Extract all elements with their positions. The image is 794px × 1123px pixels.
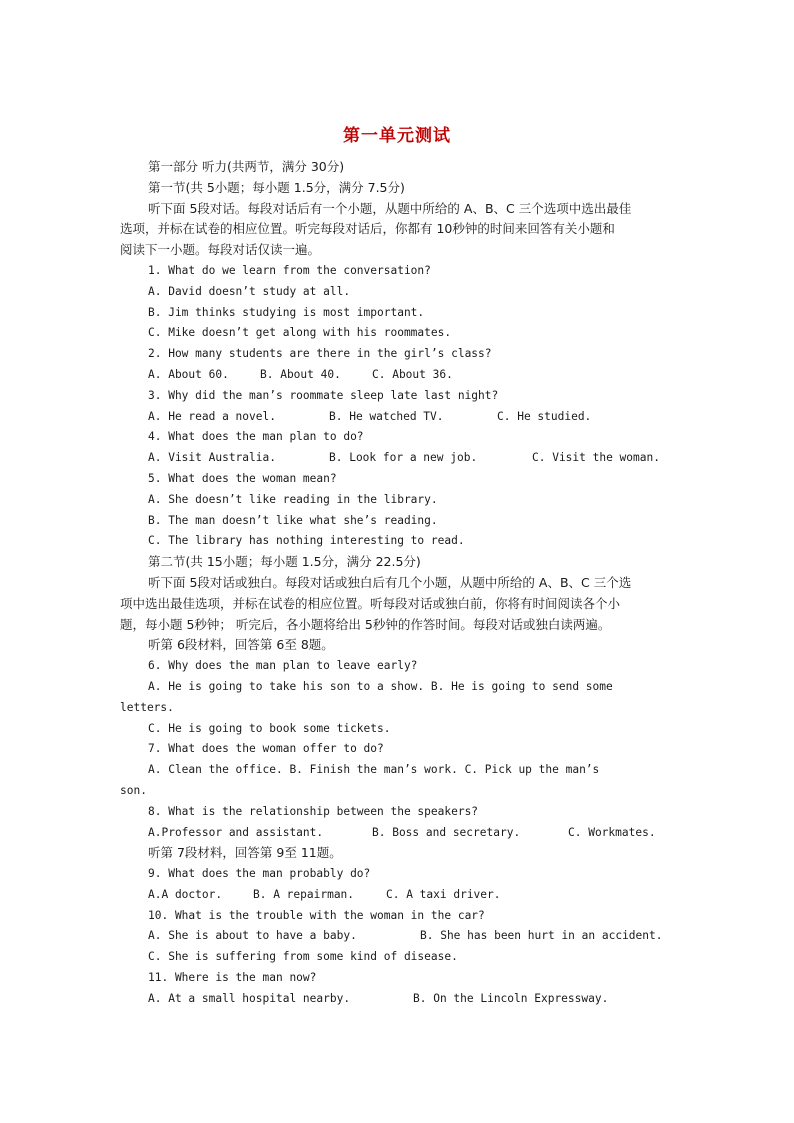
option-3b: B. He watched TV. (329, 409, 444, 423)
option-11a: A. At a small hospital nearby. (148, 991, 351, 1005)
instruction-line: 听下面 5段对话。每段对话后有一个小题，从题中所给的 A、B、C 三个选项中选出最佳 (148, 200, 632, 216)
option-2a: A. About 60. (148, 367, 229, 381)
document-body (120, 157, 676, 1010)
instruction-line: 题，每小题 5秒钟； 听完后，各小题将给出 5秒钟的作答时间。每段对话或独白读两遍。 (120, 616, 611, 632)
options-10 (120, 926, 676, 947)
instruction-line: 阅读下一小题。每段对话仅读一遍。 (120, 242, 321, 258)
question-5: 5. What does the woman mean? (148, 471, 337, 485)
instruction-line: 选项，并标在试卷的相应位置。听完每段对话后，你都有 10秒钟的时间来回答有关小题和 (120, 221, 615, 237)
instruction-line: 项中选出最佳选项，并标在试卷的相应位置。听每段对话或独白前，你将有时间阅读各个小 (120, 595, 621, 611)
option-8b: B. Boss and secretary. (372, 825, 521, 839)
option-10c: C. She is suffering from some kind of disease. (148, 950, 458, 964)
option-8c: C. Workmates. (568, 825, 656, 839)
option-10b: B. She has been hurt in an accident. (420, 929, 663, 943)
option-10a: A. She is about to have a baby. (148, 929, 357, 943)
part-heading: 第一部分 听力(共两节，满分 30分) (148, 159, 345, 174)
question-8: 8. What is the relationship between the speakers? (148, 804, 479, 818)
section-heading-2: 第二节(共 15小题；每小题 1.5分，满分 22.5分) (148, 554, 421, 570)
option-1b: B. Jim thinks studying is most important. (148, 305, 425, 319)
option-9a: A.A doctor. (148, 887, 223, 901)
options-8 (120, 823, 676, 844)
option-4a: A. Visit Australia. (148, 451, 276, 465)
option-5b: B. The man doesn’t like what she’s reading. (148, 513, 438, 527)
material-heading: 听第 6段材料，回答第 6至 8题。 (148, 637, 334, 653)
option-2c: C. About 36. (372, 367, 453, 381)
option-4b: B. Look for a new job. (329, 451, 478, 465)
options-7: A. Clean the office. B. Finish the man’s work. C. Pick up the man’s (148, 763, 600, 777)
option-1a: A. David doesn’t study at all. (148, 284, 351, 298)
question-3: 3. Why did the man’s roommate sleep late last night? (148, 388, 499, 402)
option-3c: C. He studied. (497, 409, 592, 423)
option-9b: B. A repairman. (253, 887, 355, 901)
option-6c: C. He is going to book some tickets. (148, 721, 391, 735)
options-3 (120, 407, 676, 428)
option-9c: C. A taxi driver. (386, 887, 501, 901)
page-title: 第一单元测试 (343, 126, 451, 146)
option-5a: A. She doesn’t like reading in the library. (148, 492, 438, 506)
options-2 (120, 365, 676, 386)
question-10: 10. What is the trouble with the woman in the car? (148, 908, 485, 922)
question-11: 11. Where is the man now? (148, 971, 317, 985)
question-4: 4. What does the man plan to do? (148, 430, 364, 444)
option-3a: A. He read a novel. (148, 409, 276, 423)
option-2b: B. About 40. (260, 367, 341, 381)
option-8a: A.Professor and assistant. (148, 825, 324, 839)
option-4c: C. Visit the woman. (532, 451, 660, 465)
options-4 (120, 448, 676, 469)
section-heading-1: 第一节(共 5小题；每小题 1.5分，满分 7.5分) (148, 179, 405, 195)
instruction-line: 听下面 5段对话或独白。每段对话或独白后有几个小题，从题中所给的 A、B、C 三个选 (148, 574, 632, 590)
options-9 (120, 885, 676, 906)
question-2: 2. How many students are there in the girl’s class? (148, 347, 492, 361)
question-6: 6. Why does the man plan to leave early? (148, 659, 418, 673)
question-9: 9. What does the man probably do? (148, 867, 371, 881)
options-6ab: A. He is going to take his son to a show. B. He is going to send some (148, 679, 613, 693)
options-6ab-continued: letters. (120, 700, 174, 714)
option-5c: C. The library has nothing interesting to read. (148, 534, 465, 548)
option-11b: B. On the Lincoln Expressway. (413, 991, 609, 1005)
option-1c: C. Mike doesn’t get along with his roommates. (148, 326, 452, 340)
question-1: 1. What do we learn from the conversation? (148, 263, 431, 277)
options-11 (120, 989, 676, 1010)
material-heading: 听第 7段材料，回答第 9至 11题。 (148, 845, 342, 861)
question-7: 7. What does the woman offer to do? (148, 742, 384, 756)
options-7-continued: son. (120, 783, 147, 797)
